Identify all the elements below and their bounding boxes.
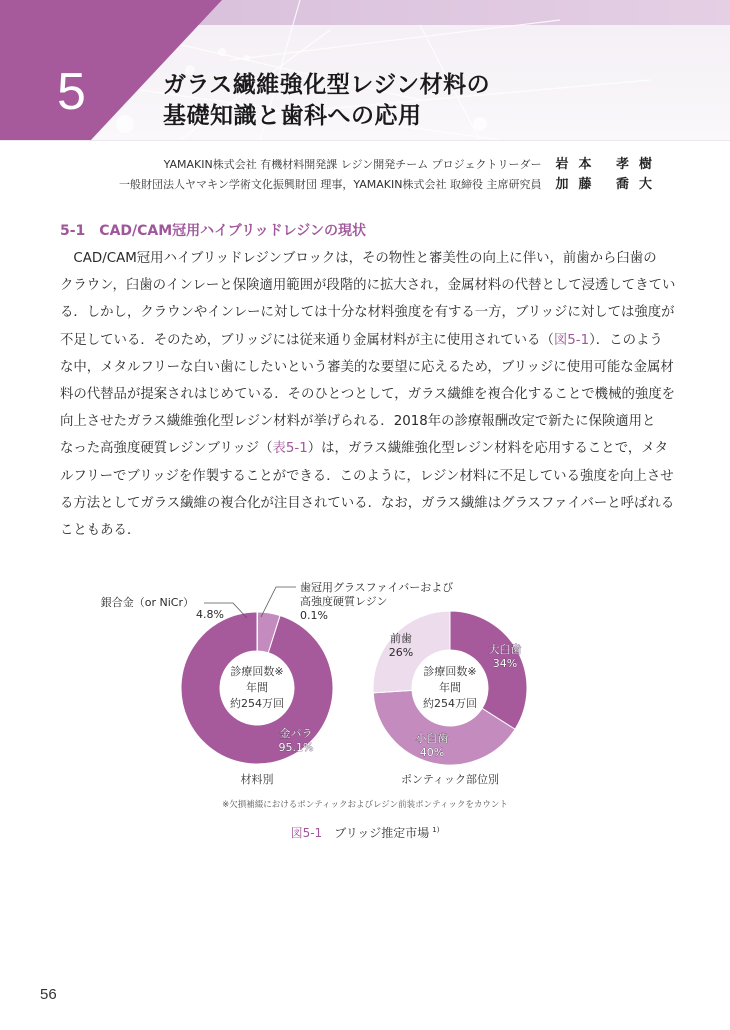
label-premolar-value: 40% [419,746,445,759]
author-name: 岩本 孝樹 [555,157,662,172]
banner-divider [0,140,730,141]
figure-footnote: ※欠損補綴におけるポンティックおよびレジン前装ポンティックをカウント [222,800,508,810]
label-gold-palladium-value: 95.1% [278,741,314,754]
body-text-segment: なった高強度硬質レジンブリッジ（ [60,441,273,457]
body-line [60,517,670,544]
chapter-title-line-2: 基礎知識と歯科への応用 [163,103,422,129]
label-anterior-value: 26% [388,646,414,659]
body-text-segment: な中，メタルフリーな白い歯にしたいという審美的な要望に応えるため，ブリッジに使用可能な金属材 [60,359,674,375]
body-line [60,299,675,326]
body-text-segment: こともある． [60,522,141,538]
center-label-line-2: 年間 [246,681,268,694]
chapter-number: 5 [57,63,86,121]
figure-caption [0,824,730,841]
label-silver-alloy-name: 銀合金（or NiCr） [100,596,194,609]
body-text-segment: ）．このよう [589,332,663,348]
center-label-line-2: 年間 [439,681,461,694]
body-text-segment: 料の代替品が提案されはじめている．そのひとつとして，ガラス繊維を複合化することで機械的強度を [60,386,676,402]
center-label-line-3: 約254万回 [423,697,477,710]
body-line [60,354,674,381]
body-text-segment: 不足している．そのため，ブリッジには従来通り金属材料が主に使用されている（ [60,332,554,348]
section-number: 5-1 [60,223,86,239]
author-affiliation: 一般財団法人ヤマキン学術文化振興財団 理事，YAMAKIN株式会社 取締役 主席研究員 [118,178,542,191]
body-text-segment: クラウン，臼歯のインレーと保険適用範囲が段階的に拡大され，金属材料の代替として浸透してきてい [60,278,676,294]
chart-title-material: 材料別 [240,773,274,786]
center-label-line-3: 約254万回 [230,697,284,710]
figure-reference-link[interactable]: 図5-1 [553,332,590,348]
body-line [60,327,670,354]
author-name: 加藤 喬大 [555,177,662,192]
author-affiliation: YAMAKIN株式会社 有機材料開発課 レジン開発チーム プロジェクトリーダー [163,158,542,171]
body-line [60,408,670,435]
chart-title-pontic-site: ポンティック部位別 [400,773,500,786]
figure-number: 図5-1 [290,826,323,840]
body-line [60,490,675,517]
figure-charts [0,560,730,820]
author-row [119,155,662,175]
center-label-line-1: 診療回数※ [230,665,284,678]
body-text-segment: る方法としてガラス繊維の複合化が注目されている．なお，ガラス繊維はグラスファイバーと呼ばれる [60,495,675,511]
label-premolar-name: 小臼歯 [415,732,449,745]
label-silver-alloy-value: 4.8% [196,608,224,621]
chapter-title [163,70,490,132]
label-gold-palladium-name: 金パラ [279,727,313,740]
body-line [60,245,670,272]
body-text-segment: CAD/CAM冠用ハイブリッドレジンブロックは，その物性と審美性の向上に伴い，前歯から臼歯の [60,251,657,266]
label-anterior-name: 前歯 [390,632,412,645]
section-title: CAD/CAM冠用ハイブリッドレジンの現状 [99,223,366,239]
chapter-title-line-1: ガラス繊維強化型レジン材料の [163,72,491,98]
chapter-banner [0,0,730,141]
body-text-segment: る．しかし，クラウンやインレーに対しては十分な材料強度を有する一方，ブリッジに対しては強度が [60,305,675,321]
figure-caption-text: ブリッジ推定市場 [334,826,430,840]
figure-reference-link[interactable]: 表5-1 [272,441,308,457]
body-text-segment: ルフリーでブリッジを作製することができる．このように，レジン材料に不足している強度を向上させ [60,468,674,484]
body-line [60,381,676,408]
author-list [118,155,662,195]
label-glass-fiber-value: 0.1% [300,609,328,622]
label-glass-fiber-name-1: 歯冠用グラスファイバーおよび [300,581,454,594]
body-line [60,272,676,299]
label-glass-fiber-name-2: 高強度硬質レジン [300,595,388,608]
body-text-segment: ）は，ガラス繊維強化型レジン材料を応用することで，メタ [307,441,668,457]
body-line [60,463,674,490]
body-line [60,435,670,462]
center-label-line-1: 診療回数※ [423,665,477,678]
label-molar-name: 大臼歯 [488,643,522,656]
donut-chart-pontic-site [373,611,527,786]
figure-reference: 1) [432,826,440,834]
body-paragraph [60,245,676,544]
section-heading [60,220,366,240]
author-row [118,175,662,195]
page-number: 56 [40,986,57,1003]
label-molar-value: 34% [492,657,518,670]
body-text-segment: 向上させたガラス繊維強化型レジン材料が挙げられる．2018年の診療報酬改定で新たに保険適用と [60,414,656,430]
